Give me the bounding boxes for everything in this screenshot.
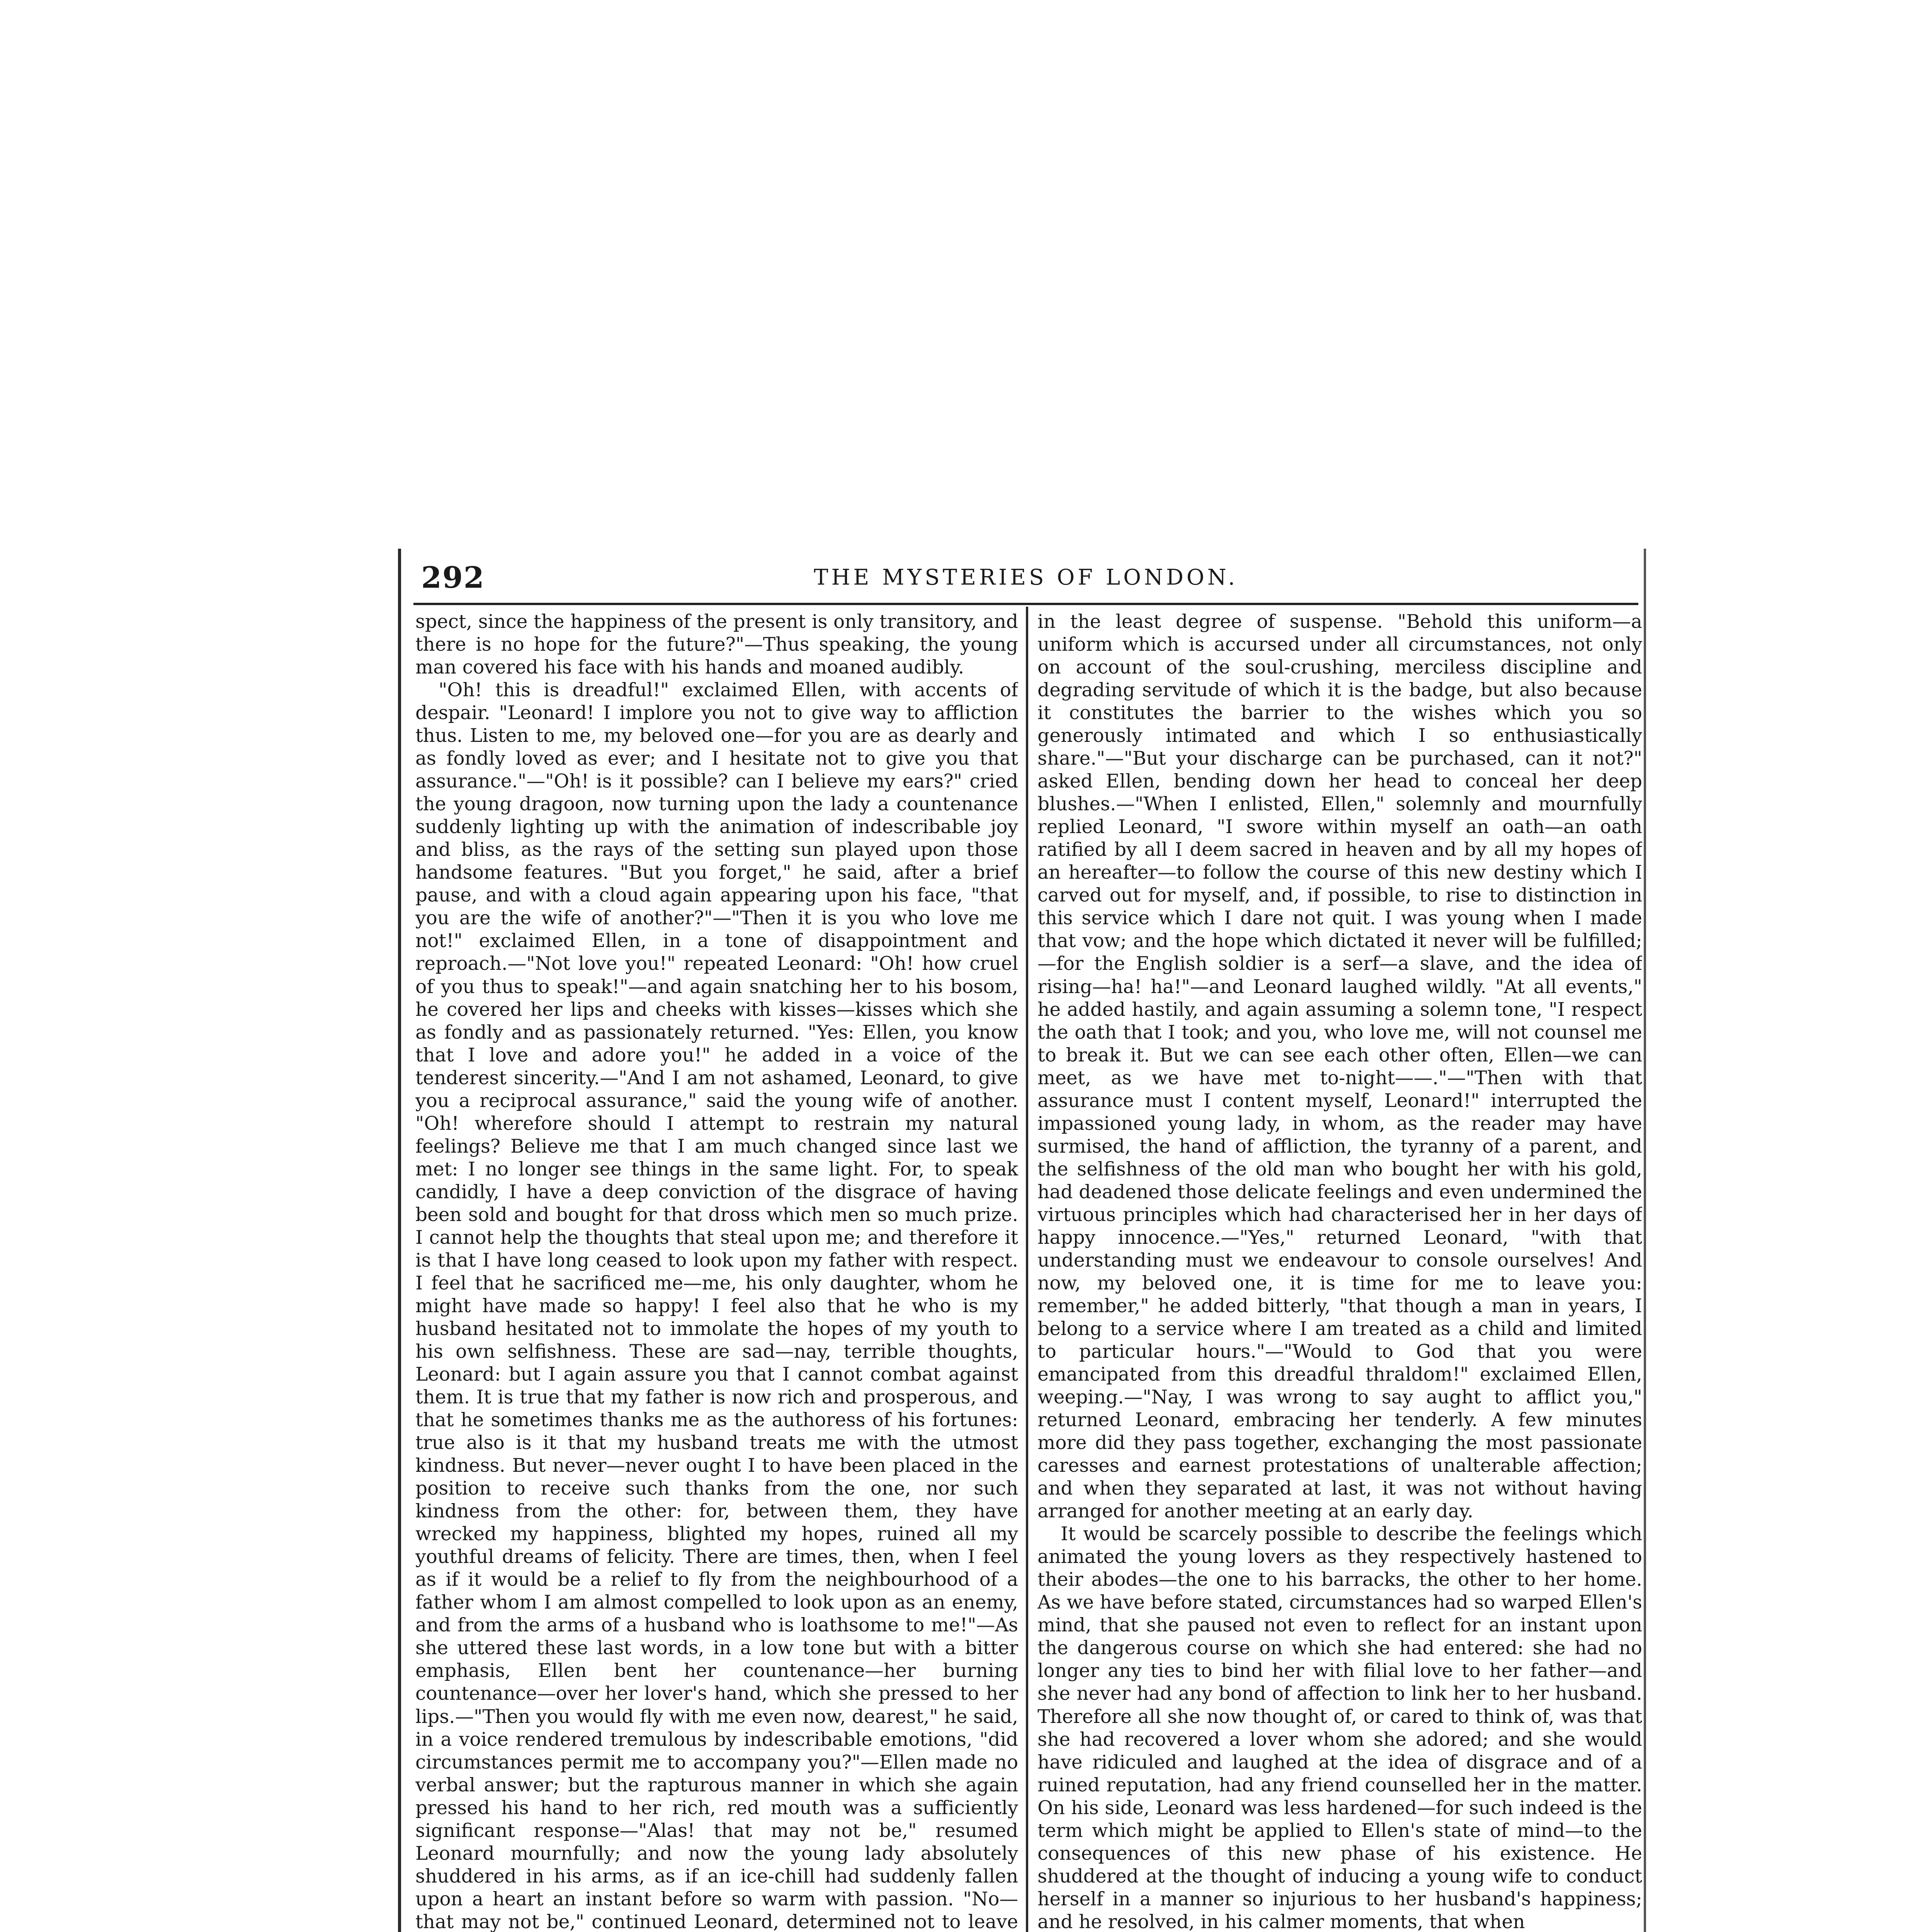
page-number: 292 [421, 560, 485, 595]
right-column [1037, 611, 1642, 1932]
paragraph: It would be scarcely possible to describe the feelings which animated the young lovers as they respectively hastened to their abodes—the one to his barracks, the other to her home. As we have before stated, circumstances had so warped Ellen's mind, that she paused not even to reflect for an instant upon the dangerous course on which she had entered: she had no longer any ties to bind her with filial love to her father—and she never had any bond of affection to link her to her husband. Therefore all she now thought of, or cared to think of, was that she had recovered a lover whom she adored; and she would have ridiculed and laughed at the idea of disgrace and of a ruined reputation, had any friend counselled her in the matter. On his side, Leonard was less hardened—for such indeed is the term which might be applied to Ellen's state of mind—to the consequences of this new phase of his existence. He shuddered at the thought of inducing a young wife to conduct herself in a manner so injurious to her husband's happiness; and he resolved, in his calmer moments, that when [1037, 1523, 1642, 1932]
paragraph: "Oh! this is dreadful!" exclaimed Ellen, with accents of despair. "Leonard! I implore you not to give way to affliction thus. Listen to me, my beloved one—for you are as dearly and as fondly loved as ever; and I hesitate not to give you that assurance."—"Oh! is it possible? can I believe my ears?" cried the young dragoon, now turning upon the lady a countenance suddenly lighting up with the animation of indescribable joy and bliss, as the rays of the setting sun played upon those handsome features. "But you forget," he said, after a brief pause, and with a cloud again appearing upon his face, "that you are the wife of another?"—"Then it is you who love me not!" exclaimed Ellen, in a tone of disappointment and reproach.—"Not love you!" repeated Leonard: "Oh! how cruel of you thus to speak!"—and again snatching her to his bosom, he covered her lips and cheeks with kisses—kisses which she as fondly and as passionately returned. "Yes: Ellen, you know that I love and adore you!" he added in a voice of the tenderest sincerity.—"And I am not ashamed, Leonard, to give you a reciprocal assurance," said the young wife of another. "Oh! wherefore should I attempt to restrain my natural feelings? Believe me that I am much changed since last we met: I no longer see things in the same light. For, to speak candidly, I have a deep conviction of the disgrace of having been sold and bought for that dross which men so much prize. I cannot help the thoughts that steal upon me; and therefore it is that I have long ceased to look upon my father with respect. I feel that he sacrificed me—me, his only daughter, whom he might have made so happy! I feel also that he who is my husband hesitated not to immolate the hopes of my youth to his own selfishness. These are sad—nay, terrible thoughts, Leonard: but I again assure you that I cannot combat against them. It is true that my father is now rich and prosperous, and that he sometimes thanks me as the authoress of his fortunes: true also is it that my husband treats me with the utmost kindness. But never—never ought I to have been placed in the position to receive such thanks from the one, nor such kindness from the other: for, between them, they have wrecked my happiness, blighted my hopes, ruined all my youthful dreams of felicity. There are times, then, when I feel as if it would be a relief to fly from the neighbourhood of a father whom I am almost compelled to look upon as an enemy, and from the arms of a husband who is loathsome to me!"—As she uttered these last words, in a low tone but with a bitter emphasis, Ellen bent her countenance—her burning countenance—over her lover's hand, which she pressed to her lips.—"Then you would fly with me even now, dearest," he said, in a voice rendered tremulous by indescribable emotions, "did circumstances permit me to accompany you?"—Ellen made no verbal answer; but the rapturous manner in which she again pressed his hand to her rich, red mouth was a sufficiently significant response—"Alas! that may not be," resumed Leonard mournfully; and now the young lady absolutely shuddered in his arms, as if an ice-chill had suddenly fallen upon a heart an instant before so warm with passion. "No—that may not be," continued Leonard, determined not to leave [415, 679, 1018, 1932]
page-header [413, 556, 1638, 605]
paragraph: in the least degree of suspense. "Behold this uniform—a uniform which is accursed under all circumstances, not only on account of the soul-crushing, merciless discipline and degrading servitude of which it is the badge, but also because it constitutes the barrier to the wishes which you so generously intimated and which I so enthusiastically share."—"But your discharge can be purchased, can it not?" asked Ellen, bending down her head to conceal her deep blushes.—"When I enlisted, Ellen," solemnly and mournfully replied Leonard, "I swore within myself an oath—an oath ratified by all I deem sacred in heaven and by all my hopes of an hereafter—to follow the course of this new destiny which I carved out for myself, and, if possible, to rise to distinction in this service which I dare not quit. I was young when I made that vow; and the hope which dictated it never will be fulfilled;—for the English soldier is a serf—a slave, and the idea of rising—ha! ha!"—and Leonard laughed wildly. "At all events," he added hastily, and again assuming a solemn tone, "I respect the oath that I took; and you, who love me, will not counsel me to break it. But we can see each other often, Ellen—we can meet, as we have met to-night——."—"Then with that assurance must I content myself, Leonard!" interrupted the impassioned young lady, in whom, as the reader may have surmised, the hand of affliction, the tyranny of a parent, and the selfishness of the old man who bought her with his gold, had deadened those delicate feelings and even undermined the virtuous principles which had characterised her in her days of happy innocence.—"Yes," returned Leonard, "with that understanding must we endeavour to console ourselves! And now, my beloved one, it is time for me to leave you: remember," he added bitterly, "that though a man in years, I belong to a service where I am treated as a child and limited to particular hours."—"Would to God that you were emancipated from this dreadful thraldom!" exclaimed Ellen, weeping.—"Nay, I was wrong to say aught to afflict you," returned Leonard, embracing her tenderly. A few minutes more did they pass together, exchanging the most passionate caresses and earnest protestations of unalterable affection; and when they separated at last, it was not without having arranged for another meeting at an early day. [1037, 611, 1642, 1522]
running-title: THE MYSTERIES OF LONDON. [814, 565, 1238, 590]
left-column [415, 611, 1018, 1932]
paragraph: spect, since the happiness of the present is only transitory, and there is no hope for the future?"—Thus speaking, the young man covered his face with his hands and moaned audibly. [415, 611, 1018, 679]
column-divider [1026, 607, 1028, 1932]
